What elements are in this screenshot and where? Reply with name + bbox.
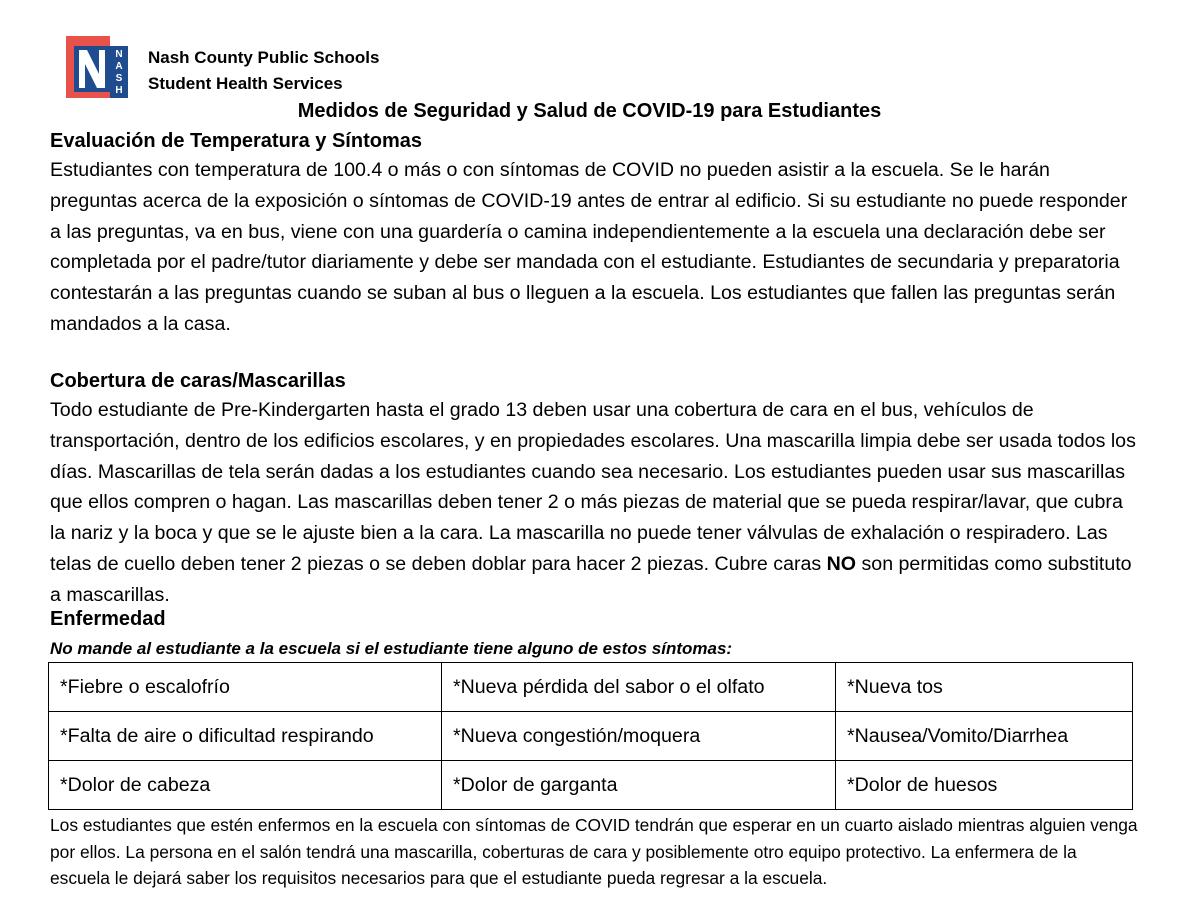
org-block	[148, 45, 379, 97]
symptom-cell: *Nueva tos	[836, 663, 1133, 712]
table-row	[49, 761, 1133, 810]
illness-note: No mande al estudiante a la escuela si el estudiante tiene alguno de estos síntomas:	[50, 639, 733, 658]
masks-body-text: Todo estudiante de Pre-Kindergarten hasta el grado 13 deben usar una cobertura de cara en el bus, vehículos de transportación, dentro de los edificios escolares, y en propiedades escolares. Una mascarilla limpia debe ser usada todos los días. Mascarillas de tela serán dadas a los estudiantes cuando sea necesario. Los estudiantes pueden usar sus mascarillas que ellos compren o hagan. Las mascarillas deben tener 2 o más piezas de material que se pueda respirar/lavar, que cubra la nariz y la boca y que se le ajuste bien a la cara. La mascarilla no puede tener válvulas de exhalación o respiradero. Las telas de cuello deben tener 2 piezas o se deben doblar para hacer 2 piezas. Cubre caras	[50, 399, 1136, 575]
section-body-masks	[50, 395, 1140, 611]
nash-logo	[66, 36, 128, 98]
masks-emphasis: NO	[826, 552, 857, 575]
symptom-cell: *Fiebre o escalofrío	[49, 663, 442, 712]
section-heading-illness: Enfermedad	[50, 608, 166, 630]
illness-footer: Los estudiantes que estén enfermos en la escuela con síntomas de COVID tendrán que esperar en un cuarto aislado mientras alguien venga por ellos. La persona en el salón tendrá una mascarilla, coberturas de cara y posiblemente otro equipo protectivo. La enfermera de la escuela le dejará saber los requisitos necesarios para que el estudiante pueda regresar a la escuela.	[50, 815, 1138, 888]
symptom-cell: *Falta de aire o dificultad respirando	[49, 712, 442, 761]
masks-body-end: son permitidas como substituto a mascarillas.	[50, 552, 1132, 606]
logo-letter-s: S	[115, 73, 123, 84]
org-name: Nash County Public Schools	[148, 48, 380, 67]
logo-letter-h: H	[115, 85, 123, 96]
document-title: Medidos de Seguridad y Salud de COVID-19 para Estudiantes	[297, 100, 882, 122]
table-row	[49, 712, 1133, 761]
symptom-cell: *Dolor de cabeza	[49, 761, 442, 810]
section-heading-masks: Cobertura de caras/Mascarillas	[50, 370, 346, 392]
symptom-cell: *Nueva pérdida del sabor o el olfato	[442, 663, 836, 712]
section-heading-temperature: Evaluación de Temperatura y Síntomas	[50, 130, 422, 152]
symptom-cell: *Nausea/Vomito/Diarrhea	[836, 712, 1133, 761]
symptom-cell: *Dolor de garganta	[442, 761, 836, 810]
symptom-cell: *Dolor de huesos	[836, 761, 1133, 810]
department-name: Student Health Services	[148, 74, 343, 93]
section-body-temperature: Estudiantes con temperatura de 100.4 o más o con síntomas de COVID no pueden asistir a la escuela. Se le harán preguntas acerca de la exposición o síntomas de COVID-19 antes de entrar al edificio. Si su estudiante no puede responder a las preguntas, va en bus, viene con una guardería o camina independientemente a la escuela una declaración debe ser completada por el padre/tutor diariamente y debe ser mandada con el estudiante. Estudiantes de secundaria y preparatoria contestarán a las preguntas cuando se suban al bus o lleguen a la escuela. Los estudiantes que fallen las preguntas serán mandados a la casa.	[50, 159, 1128, 335]
symptoms-table	[48, 662, 1133, 810]
table-row	[49, 663, 1133, 712]
logo-letter-a: A	[115, 61, 123, 72]
symptom-cell: *Nueva congestión/moquera	[442, 712, 836, 761]
logo-letter-n: N	[115, 49, 123, 60]
